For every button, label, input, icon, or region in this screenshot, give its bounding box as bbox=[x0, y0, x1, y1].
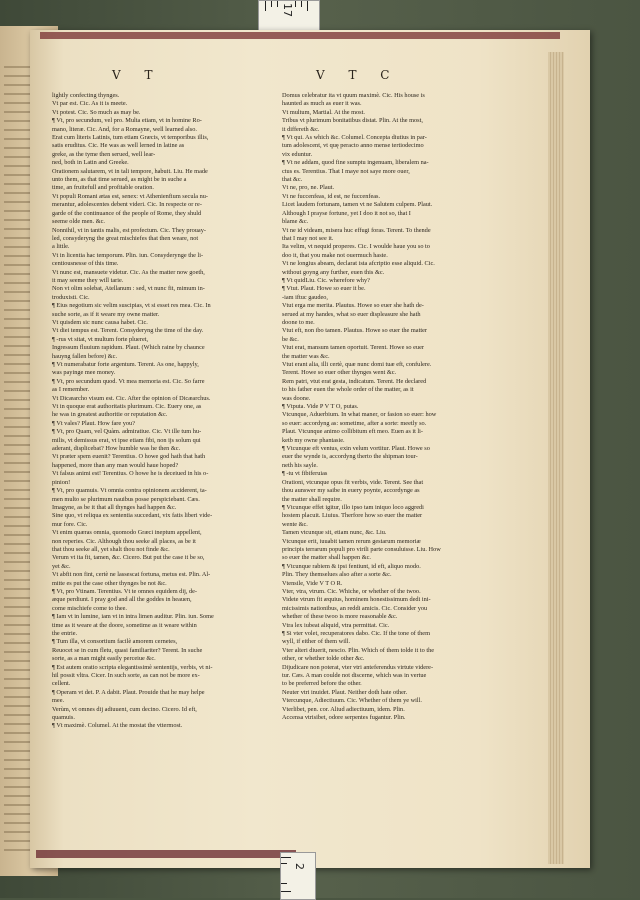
text-line: ctus es. Terentius. That I maye not saye more ouer, bbox=[282, 167, 410, 175]
text-line: ¶ Vt, pro secundum quod. Vt mea memoria est. Cic. So farre bbox=[52, 377, 205, 385]
text-line: Vtcunque erit, iuuabit tamen rerum gestarum memoriæ bbox=[282, 537, 421, 545]
text-line: tum adolescent, vt quę peracto anno mense tertiodecimo bbox=[282, 142, 424, 150]
text-line: Verum vt ita fit, tamen, &c. Cicero. But put the case it be so, bbox=[52, 554, 205, 562]
text-line: Neuter vtri inuidet. Plaut. Neither doth hate other. bbox=[282, 688, 408, 696]
red-binding-bottom bbox=[36, 850, 296, 858]
text-line: he was in greatest authoritie or reputation &c. bbox=[52, 411, 168, 419]
text-line: pinion! bbox=[52, 478, 71, 486]
text-line: without goyng any further, euen this &c. bbox=[282, 268, 385, 276]
text-line: Nonnihil, vt in tantis malis, est profectum. Cic. They prouay- bbox=[52, 226, 206, 234]
text-line: to be preferred before the other. bbox=[282, 680, 362, 688]
text-line: led, consyderyng the great mischiefes that then weare, not bbox=[52, 234, 199, 242]
text-line: Non vt olim solebat, Atellanum : sed, vt nunc fit, mimum in- bbox=[52, 285, 205, 293]
text-line: ¶ Eius negotium sic velim suscipias, vt si esset res mea. Cic. In bbox=[52, 302, 211, 310]
text-line: Vt nunc est, mansuete videtur. Cic. As the matter now goeth, bbox=[52, 268, 205, 276]
text-line: doone to me. bbox=[282, 318, 315, 326]
left-text-column bbox=[52, 92, 274, 731]
text-line: Vt ne, pro, ne. Plaut. bbox=[282, 184, 335, 192]
text-line: blame &c. bbox=[282, 218, 309, 226]
text-line: Vt Dicæarcho visum est. Cic. After the opinion of Dicæarchus. bbox=[52, 394, 211, 402]
text-line: Vt ne id videam, misera huc effugi foras. Terent. To thende bbox=[282, 226, 431, 234]
text-line: Vt præter spem euenit? Terentius. O howe god hath that hath bbox=[52, 453, 206, 461]
text-line: hostem placuit. Liuius. Therfore how so euer the matter bbox=[282, 512, 423, 520]
text-line: time, an fruitefull and profitable oration. bbox=[52, 184, 154, 192]
ruler-bottom-label: 2 bbox=[293, 863, 306, 870]
text-line: Tamen vtcunque sit, etiam nunc, &c. Liu. bbox=[282, 529, 387, 537]
text-line: mur fore. Cic. bbox=[52, 520, 88, 528]
text-line: wente &c. bbox=[282, 520, 308, 528]
text-line: Verùm, vt omnes dij adiuuent, cum decino. Cicero. Id eft, bbox=[52, 705, 197, 713]
text-line: euer the wynde is, accordyng therto the shipman tour- bbox=[282, 453, 418, 461]
text-line: ¶ Vtcunque rabiem & ipsi fentiunt, id eft, aliquo modo. bbox=[282, 562, 421, 570]
text-line: Vt in licentia hac temporum. Plin. iun. Consyderynge the li- bbox=[52, 251, 204, 259]
text-line: that I may not see it. bbox=[282, 234, 334, 242]
text-line: Licet laudem fortunam, tamen vt ne Salutem culpem. Plaut. bbox=[282, 201, 433, 209]
ruler-tick bbox=[281, 891, 291, 892]
text-line: ned, both in Latin and Greeke. bbox=[52, 159, 129, 167]
text-line: ¶ Vtcunque eft ventus, exin velum vortitur. Plaut. Howe so bbox=[282, 445, 430, 453]
text-line: Orationi, vtcunque opus fit verbis, vide. Terent. See that bbox=[282, 478, 424, 486]
text-line: Vtra lex iubeat aliquid, vtra permittat. Cic. bbox=[282, 621, 390, 629]
text-line: whether of these twoo is more reasonable &c. bbox=[282, 613, 398, 621]
text-line: men multo se plurimum nauibus posse perspiciebant. Cæs. bbox=[52, 495, 200, 503]
text-line: principis terrarum populi pro virili parte consuluisse. Liu. How bbox=[282, 545, 441, 553]
text-line: ¶ Est autem oratio scripta elegantissimè sententijs, verbis, vt ni- bbox=[52, 663, 213, 671]
text-line: doo it, that you make not ouermuch haste. bbox=[282, 251, 388, 259]
text-line: mano, literæ. Cic. And, for a Romayne, well learned also. bbox=[52, 125, 197, 133]
text-line: was payinge mee money. bbox=[52, 369, 116, 377]
text-line: Vter alteri diuerit, nescio. Plin. Which of them tolde it to the bbox=[282, 646, 435, 654]
text-line: ¶ Vt quidLiu. Cic. wherefore why? bbox=[282, 276, 370, 284]
text-line: æque perdiunt. I pray god and all the goddes in heauen, bbox=[52, 596, 192, 604]
scale-ruler-bottom bbox=[280, 852, 316, 900]
text-line: cellent. bbox=[52, 680, 71, 688]
text-line: Vt abfit non fint, certè ne lassescat fortuna, metus est. Plin. Al- bbox=[52, 571, 211, 579]
ruler-tick bbox=[271, 1, 272, 7]
text-line: Vt ne fuccenfeas, id est, ne fuccenfeas. bbox=[282, 192, 381, 200]
text-line: ¶ Vt numerabatur forte argentum. Terent. As one, happyly, bbox=[52, 361, 199, 368]
red-binding-top bbox=[40, 32, 560, 39]
text-line: Vt potest. Cic. So much as may be. bbox=[52, 108, 141, 116]
text-line: hil possit vltra. Cicer. In such sorte, as can not be more ex- bbox=[52, 672, 200, 680]
text-line: sorte, as a man might easily perceiue &c. bbox=[52, 655, 156, 663]
text-line: ¶ Vt maximè. Columel. At the mostat the vttermost. bbox=[52, 722, 183, 730]
text-line: ketb my owne phantasie. bbox=[282, 436, 345, 444]
text-line: Ita velim, vt nequid properes. Cic. I woulde haue you so to bbox=[282, 243, 430, 251]
text-line: troduxisti. Cic. bbox=[52, 293, 90, 301]
text-line: Vtut erga me merita. Plautus. Howe so euer she hath de- bbox=[282, 302, 424, 310]
text-line: centiousnesse of this time. bbox=[52, 260, 119, 268]
text-line: so euer: accordyng as: sometime, after a sorte: meetly so. bbox=[282, 419, 427, 427]
text-line: serued at my handes, what so euer displeasure she hath bbox=[282, 310, 421, 318]
text-line: yet &c. bbox=[52, 562, 71, 570]
text-line: the entrie. bbox=[52, 630, 78, 637]
text-line: so euer the matter shall happen &c. bbox=[282, 554, 371, 562]
text-line: Domus celebratur ita vt quum maximè. Cic. His house is bbox=[282, 92, 425, 99]
text-line: haunted as much as euer it was. bbox=[282, 100, 362, 108]
text-line: to his father euen the whole order of the matter, as it bbox=[282, 386, 414, 394]
text-line: Imagyne, as be it that all thynges had happen &c. bbox=[52, 503, 177, 511]
text-line: mitte es put the case other thynges be not &c. bbox=[52, 579, 167, 587]
text-line: merantur, adolescentes debent videri. Cic. In respecte or re- bbox=[52, 201, 202, 209]
text-line: ¶ Vt, pro Vtinam. Terentius. Vt te omnes equidem dij, de- bbox=[52, 587, 198, 595]
text-line: Orationem salutarem, vt in tali tempore, habuit. Liu. He made bbox=[52, 167, 208, 175]
text-line: lightly confecting thynges. bbox=[52, 92, 120, 99]
text-line: Plin. They themselues also after a sorte &c. bbox=[282, 571, 392, 579]
text-line: Although I prayse fortune, yet I doo it not so, that I bbox=[282, 209, 411, 217]
text-line: Tribus vt plurimum bonitatibus distat. Plin. At the most, bbox=[282, 117, 423, 125]
text-line: Sine quo, vt reliqua ex sententia succedant, vix fatis liberi vide- bbox=[52, 512, 213, 520]
ruler-tick bbox=[277, 1, 278, 7]
text-line: the matter shall require. bbox=[282, 495, 342, 503]
text-line: hauyng fallen before) &c. bbox=[52, 352, 118, 360]
text-line: ¶ Iam vt in lumine, iam vt in intra limen auditur. Plin. iun. Some bbox=[52, 613, 214, 621]
text-line: ¶ Operam vt det. P. A dabit. Plaut. Prouide that he may helpe bbox=[52, 688, 205, 696]
text-line: a little. bbox=[52, 243, 70, 251]
text-line: that thou seeke all, yet shalt thou not finde &c. bbox=[52, 545, 170, 553]
text-line: Vtut erat, mansum tamen oportuit. Terent. Howe so euer bbox=[282, 344, 424, 352]
ruler-top-label: 17 bbox=[281, 3, 294, 17]
text-line: Vter, vtra, vtrum. Cic. Whiche, or whether of the twoo. bbox=[282, 587, 421, 595]
text-line: ¶ Vtcunque effet igitur, illo ipso tam iniquo loco aggredi bbox=[282, 503, 424, 511]
header-right: V T C bbox=[316, 68, 400, 82]
text-line: other, or whether tolde other &c. bbox=[282, 655, 365, 663]
text-line: Vt diei tempus est. Terent. Consyderyng the time of the day. bbox=[52, 327, 204, 335]
text-line: ¶ Si vter volet, recuperatores dabo. Cic. If the tone of them bbox=[282, 630, 430, 637]
text-line: Vtut erant alia, illi certè, quæ nunc domi tuæ eft, confulere. bbox=[282, 361, 432, 368]
text-line: micissimis nationibus, an reddi amicis. Cic. Consider you bbox=[282, 604, 428, 612]
text-line: ¶ Vtut. Plaut. Howe so euer it be. bbox=[282, 285, 366, 293]
text-line: neth his sayle. bbox=[282, 461, 318, 469]
text-line: ¶ Tum illa, vt consortium facilè amorem cernetes, bbox=[52, 638, 178, 646]
text-line: ¶ Vt, pro Quam, vel Quàm. admiratiue. Cic. Vt ille tum hu- bbox=[52, 428, 202, 436]
ruler-tick bbox=[301, 1, 302, 7]
ruler-tick bbox=[265, 1, 266, 11]
page-edge-stack bbox=[548, 52, 564, 864]
text-line: mee. bbox=[52, 697, 65, 705]
text-line: ¶ -tu vt fibiferuias bbox=[282, 470, 328, 478]
ruler-tick bbox=[281, 863, 287, 864]
text-line: Dijudicare non poterat, vter vtri anteferendus virtute videre- bbox=[282, 663, 434, 671]
text-line: Ingressum fluuium rapidum. Plaut. (Which raine by chaunce bbox=[52, 344, 205, 352]
text-line: it differeth &c. bbox=[282, 125, 320, 133]
text-line: ¶ Vt qui. As which &c. Columel. Concepta diutius in par- bbox=[282, 134, 427, 142]
ruler-tick bbox=[281, 883, 287, 884]
header-left: V T bbox=[112, 68, 163, 82]
text-line: Vt par est. Cic. As it is meete. bbox=[52, 100, 128, 108]
text-line: satis eruditus. Cic. He was as well lerned in latine as bbox=[52, 142, 185, 150]
text-line: happened, more than any man would haue hoped? bbox=[52, 461, 179, 469]
text-line: Vtcunque, Aduerbium. In what maner, or fasion so euer: how bbox=[282, 411, 437, 419]
text-line: thou aunswer my saibe in euery poynte, accordynge as bbox=[282, 487, 420, 495]
text-line: Plaut. Vtcunque animo collibitum eft meo. Euen as it li- bbox=[282, 428, 424, 436]
text-line: be &c. bbox=[282, 335, 299, 343]
text-line: Accensa vtrisibet, odore serpentes fugantur. Plin. bbox=[282, 714, 406, 722]
text-line: Vt in quoque erat authoritatis plurimum. Cic. Euery one, as bbox=[52, 403, 202, 411]
ruler-tick bbox=[295, 1, 296, 7]
text-line: ¶ -rus vt sitat, vt multum forte plueret, bbox=[52, 335, 149, 343]
text-line: Vt falsus animi est! Terentius. O howe he is deceiued in his o- bbox=[52, 470, 209, 478]
text-line: the matter was &c. bbox=[282, 352, 330, 360]
text-line: unto them, as that time serued, as might be in suche a bbox=[52, 176, 187, 184]
text-line: ¶ Vt, pro secundum, vel pro. Multa etiam, vt in homine Ro- bbox=[52, 117, 202, 125]
text-line: ¶ Vt, pro quamuis. Vt omnia contra opinionem acciderent, ta- bbox=[52, 487, 207, 495]
text-line: garde of the continuance of the people of Rome, they shuld bbox=[52, 209, 202, 217]
text-line: ¶ Vt ne addam, quod fine sumptu ingenuam, liberalem na- bbox=[282, 159, 429, 167]
text-line: ¶ Vt vales? Plaut. How fare you? bbox=[52, 419, 136, 427]
text-line: Vt quisdem sic nunc causa habet. Cic. bbox=[52, 318, 148, 326]
text-line: come mischiefe come to thee. bbox=[52, 604, 128, 612]
text-line: quamuis. bbox=[52, 714, 75, 722]
text-line: as I remember. bbox=[52, 386, 90, 394]
right-text-column bbox=[282, 92, 542, 722]
text-line: it may seeme they will tarie. bbox=[52, 276, 124, 284]
text-line: Vt multum, Martial. At the most. bbox=[282, 108, 365, 116]
text-line: was doone. bbox=[282, 394, 311, 402]
text-line: Vt populi Romani ætas est, senex: vt Athenienfium secula nu- bbox=[52, 192, 208, 200]
text-line: Reuocet se in cum fletu, quasi familiariter? Terent. In suche bbox=[52, 646, 203, 654]
text-line: Vt ne longius abeam, declarat ista afcriptio esse aliquid. Cic. bbox=[282, 260, 435, 268]
text-line: time as it weare at the doore, sometime as it weare within bbox=[52, 621, 197, 629]
ruler-tick bbox=[281, 857, 291, 858]
text-line: Terent. Howe so euer other thynges went &c. bbox=[282, 369, 397, 377]
text-line: greke, as the tyme then serued, well lear- bbox=[52, 150, 156, 158]
ruler-tick bbox=[307, 1, 308, 11]
text-line: that &c. bbox=[282, 176, 303, 184]
text-line: Rem patri, vtut erat gesta, indicatum. Terent. He declared bbox=[282, 377, 427, 385]
text-line: Videte vtrum fit æquius, hominem honestissimum dedi ini- bbox=[282, 596, 431, 604]
text-line: seeme olde men. &c. bbox=[52, 218, 105, 226]
text-line: ¶ Vtputa. Vide P V T O, putas. bbox=[282, 403, 359, 411]
text-line: milis, vt demissus erat, vt ipse etiam fibi, non ijs solum qui bbox=[52, 436, 201, 444]
text-line: Erat cum literis Latinis, tum etiam Græcis, vt temporibus illis, bbox=[52, 134, 209, 142]
text-line: suche sorte, as if it weare my owne matter. bbox=[52, 310, 160, 318]
text-line: non reperies. Cic. Although thou seeke all places, as be it bbox=[52, 537, 196, 545]
text-line: Vtut eft, non ibo tamen. Plautus. Howe so euer the matter bbox=[282, 327, 427, 335]
text-line: Vtensile, Vide V T O R. bbox=[282, 579, 343, 587]
text-line: Vterlibet, pen. cor. Aliud adiectiuum, idem. Plin. bbox=[282, 705, 405, 713]
text-line: tur. Cæs. A man coulde not discerne, which was in vertue bbox=[282, 672, 427, 680]
text-line: wyll, if either of them will. bbox=[282, 638, 351, 646]
text-line: Vt enim quæras omnia, quomodo Græci ineptum appellent, bbox=[52, 529, 202, 537]
text-line: aderant, displicebat? How humble was he then &c. bbox=[52, 445, 181, 453]
text-line: vix eduntur. bbox=[282, 150, 313, 158]
text-line: Vtercunque, Adiectiuum. Cic. Whether of them ye will. bbox=[282, 697, 422, 705]
text-line: -iam iftuc gaudeo, bbox=[282, 293, 328, 301]
